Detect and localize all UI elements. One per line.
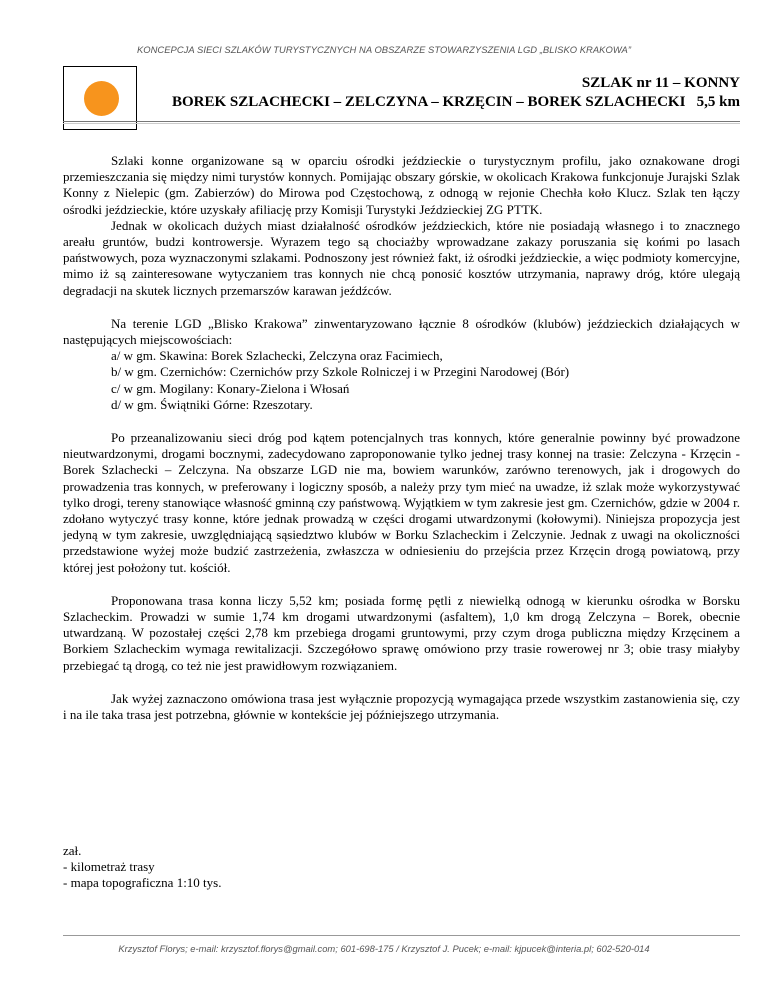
attachment-item: - mapa topograficzna 1:10 tys. (63, 875, 222, 891)
list-item: d/ w gm. Świątniki Górne: Rzeszotary. (111, 396, 313, 412)
orange-circle-icon (84, 81, 119, 116)
list-item: b/ w gm. Czernichów: Czernichów przy Szkole Rolniczej i w Przegini Narodowej (Bór) (111, 364, 570, 380)
paragraph-route-details: Proponowana trasa konna liczy 5,52 km; posiada formę pętli z niewielką odnogą w kierunku ośrodka w Borsku Szlacheckim. Prowadzi w sumie 1,74 km drogami utwardzonymi (asfaltem), 1,0 km drogą Zelczyna – Borek, obecnie utwardzaną. W pozostałej części 2,78 km przebiega drogami gruntowymi, przy czym droga publiczna między Krzęcinem a Borkiem Szlacheckim wymaga rewitalizacji. Szczegółowo sprawę omówiono przy trasie rowerowej nr 3; obie trasy miałyby przebiegać tą drogą, co też nie jest prawidłowym rozwiązaniem. (63, 592, 740, 673)
paragraph-analysis: Po przeanalizowaniu sieci dróg pod kątem potencjalnych tras konnych, które generalnie powinny być prowadzone nieutwardzonymi, drogami bocznymi, zadecydowano zaproponowanie tylko jednej trasy konnej na trasie: Zelczyna - Krzęcin - Borek Szlachecki – Zelczyna. Na obszarze LGD nie ma, bowiem warunków, zarówno terenowych, jak i drogowych do prowadzenia tras konnych, w preferowany i logiczny sposób, a należy przy tym mieć na uwadze, iż szlak może wykorzystywać tylko drogi, tereny stanowiące własność gminną czy państwową. Wyjątkiem w tym zakresie jest gm. Czernichów, gdzie w 2004 r. zdołano wytyczyć trasy konne, które jednak prowadzą w części drogami utwardzonymi (kołowymi). Niniejsza propozycja jest jedyną w tym zakresie, uwzględniającą sąsiedztwo klubów w Borku Szlacheckim i Zelczynie. Jednak z uwagi na okoliczności przedstawione wyżej może budzić zastrzeżenia, zwłaszcza w odniesieniu do przejścia przez Krzęcin drogą powiatową, przy której jest położony tut. kościół. (63, 430, 740, 575)
paragraph-conclusion: Jak wyżej zaznaczono omówiona trasa jest wyłącznie propozycją wymagająca przede wszystkim zastanowienia się, czy i na ile taka trasa jest potrzebna, głównie w kontekście jej późniejszego utrzymania. (63, 690, 740, 723)
attachments (63, 843, 221, 892)
list-item: c/ w gm. Mogilany: Konary-Zielona i Włosań (111, 380, 350, 396)
document-body (63, 153, 740, 723)
footer-divider (63, 935, 740, 936)
title-divider (63, 121, 740, 122)
footer-contacts: Krzysztof Florys; e-mail: krzysztof.florys@gmail.com; 601-698-175 / Krzysztof J. Pucek; e-mail: kjpucek@interia.pl; 602-520-014 (118, 943, 650, 954)
attachments-label: zał. (63, 843, 82, 858)
title-divider-shadow (63, 123, 740, 124)
route-name-title: BOREK SZLACHECKI – ZELCZYNA – KRZĘCIN – BOREK SZLACHECKI 5,5 km (171, 94, 740, 110)
paragraph-controversy: Jednak w okolicach dużych miast działalność ośrodków jeździeckich, które nie posiadają własnego i to znacznego areału gruntów, budzi kontrowersje. Wyrazem tego są chociażby wprowadzane zakazy poruszania się końmi po lasach państwowych, poza wyznaczonymi szlakami. Podnoszony jest również fakt, iż ośrodki jeździeckie, a więc podmioty komercyjne, mimo iż są zainteresowane wytyczaniem tras konnych nie chcą ponosić kosztów utrzymania, naprawy dróg, które ulegają degradacji na skutek licznych przemarszów karawan jeźdźców. (63, 217, 740, 298)
paragraph-inventory: Na terenie LGD „Blisko Krakowa” zinwentaryzowano łącznie 8 ośrodków (klubów) jeździeckich działających w następujących miejscowościach: (63, 315, 740, 348)
paragraph-intro: Szlaki konne organizowane są w oparciu ośrodki jeździeckie o turystycznym profilu, jako oznakowane drogi przemieszczania się między nimi turystów konnych. Pomijając obszary górskie, w okolicach Krakowa funkcjonuje Jurajski Szlak Konny z Nielepic (gm. Zabierzów) do Mirowa pod Częstochową, z odnogą w rejonie Chechła koło Klucz. Szlak ten łączy ośrodki jeździeckie, które uzyskały afiliację przy Komisji Turystyki Jeździeckiej ZG PTTK. (63, 153, 740, 217)
attachment-item: - kilometraż trasy (63, 859, 155, 875)
route-number-title: SZLAK nr 11 – KONNY (581, 75, 740, 91)
list-item: a/ w gm. Skawina: Borek Szlachecki, Zelczyna oraz Facimiech, (111, 348, 443, 364)
clubs-list (63, 348, 740, 413)
running-header: KONCEPCJA SIECI SZLAKÓW TURYSTYCZNYCH NA OBSZARZE STOWARZYSZENIA LGD „BLISKO KRAKOWA” (136, 44, 632, 55)
